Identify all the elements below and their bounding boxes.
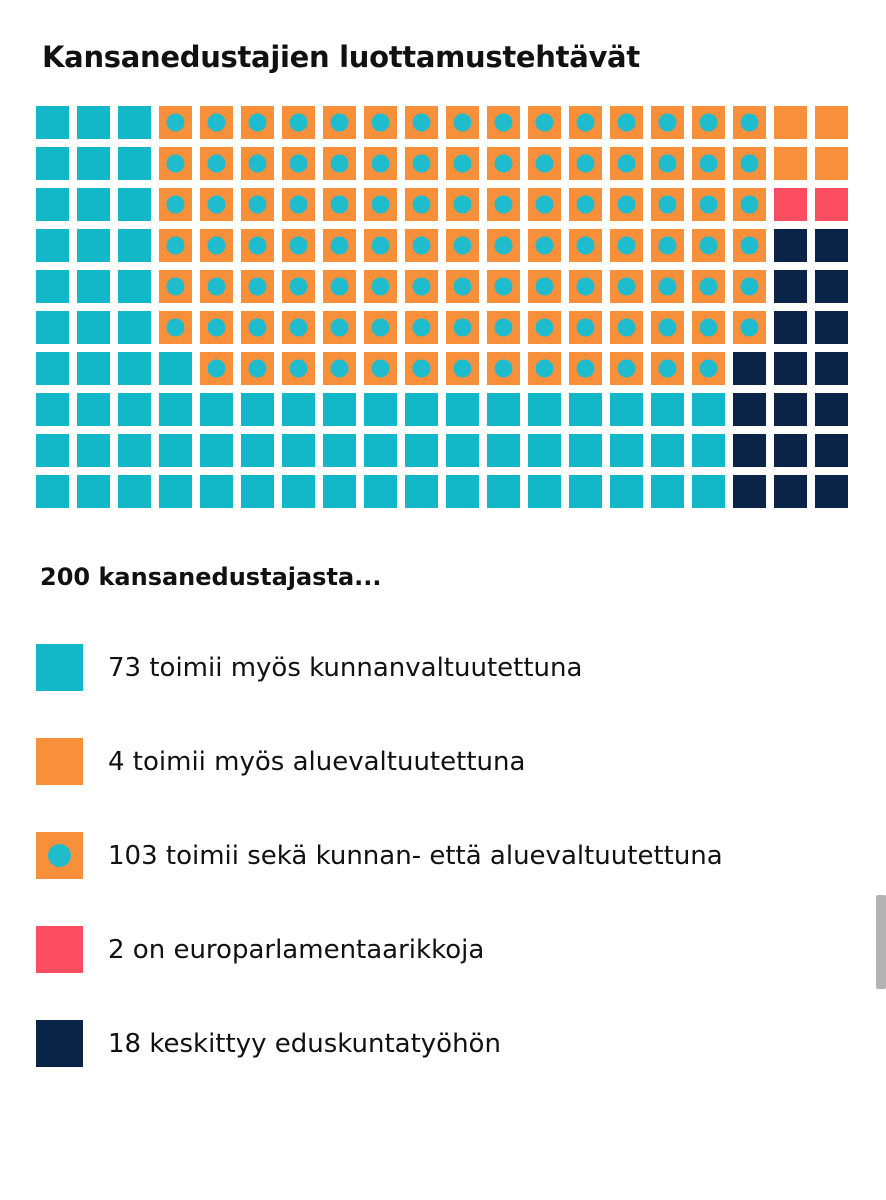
waffle-cell-dot <box>618 114 636 132</box>
scrollbar-thumb[interactable] <box>876 895 886 989</box>
waffle-cell-dot <box>331 196 349 214</box>
legend-swatch-alue <box>36 738 83 785</box>
waffle-cell-dot <box>208 114 226 132</box>
waffle-cell-dot <box>700 278 718 296</box>
waffle-cell-dot <box>536 360 554 378</box>
waffle-cell-dot <box>577 278 595 296</box>
legend-item-eduskunta <box>36 1020 723 1067</box>
waffle-cell-dot <box>495 278 513 296</box>
waffle-cell-dot <box>577 237 595 255</box>
waffle-cell-kunta <box>405 393 438 426</box>
waffle-cell-dot <box>208 319 226 337</box>
waffle-cell-kunta <box>200 393 233 426</box>
waffle-cell-dot <box>618 237 636 255</box>
waffle-cell-dot <box>167 319 185 337</box>
waffle-cell-kunta <box>569 475 602 508</box>
waffle-cell-dot <box>618 319 636 337</box>
waffle-cell-dot <box>331 319 349 337</box>
waffle-cell-eduskunta <box>774 434 807 467</box>
waffle-cell-kunta <box>36 393 69 426</box>
legend-dot-molemmat <box>48 844 71 867</box>
waffle-cell-dot <box>372 237 390 255</box>
waffle-cell-dot <box>290 278 308 296</box>
waffle-cell-kunta <box>446 434 479 467</box>
waffle-cell-kunta <box>651 393 684 426</box>
waffle-cell-eduskunta <box>774 393 807 426</box>
waffle-cell-dot <box>331 360 349 378</box>
waffle-cell-dot <box>741 114 759 132</box>
waffle-cell-kunta <box>692 434 725 467</box>
waffle-cell-kunta <box>364 393 397 426</box>
chart-subtitle: 200 kansanedustajasta... <box>40 563 382 591</box>
waffle-cell-dot <box>413 196 431 214</box>
waffle-cell-dot <box>249 114 267 132</box>
waffle-cell-dot <box>454 237 472 255</box>
waffle-cell-dot <box>659 196 677 214</box>
waffle-cell-eduskunta <box>815 475 848 508</box>
waffle-cell-kunta <box>446 475 479 508</box>
waffle-chart <box>0 0 886 530</box>
waffle-cell-dot <box>372 319 390 337</box>
waffle-cell-kunta <box>282 475 315 508</box>
waffle-cell-dot <box>290 237 308 255</box>
waffle-cell-dot <box>413 360 431 378</box>
waffle-cell-dot <box>536 155 554 173</box>
waffle-cell-dot <box>659 237 677 255</box>
waffle-cell-eduskunta <box>733 475 766 508</box>
waffle-cell-eduskunta <box>733 393 766 426</box>
waffle-cell-kunta <box>77 311 110 344</box>
waffle-cell-kunta <box>528 475 561 508</box>
waffle-cell-kunta <box>118 475 151 508</box>
waffle-cell-dot <box>372 114 390 132</box>
waffle-cell-kunta <box>364 475 397 508</box>
waffle-cell-kunta <box>282 434 315 467</box>
waffle-cell-dot <box>249 319 267 337</box>
waffle-cell-dot <box>167 237 185 255</box>
waffle-cell-kunta <box>77 188 110 221</box>
waffle-cell-kunta <box>692 393 725 426</box>
waffle-cell-kunta <box>487 434 520 467</box>
waffle-cell-dot <box>495 155 513 173</box>
waffle-cell-dot <box>454 360 472 378</box>
waffle-cell-dot <box>700 237 718 255</box>
waffle-cell-kunta <box>159 352 192 385</box>
waffle-cell-dot <box>249 278 267 296</box>
waffle-cell-dot <box>372 196 390 214</box>
waffle-cell-kunta <box>651 475 684 508</box>
waffle-cell-kunta <box>77 393 110 426</box>
waffle-cell-dot <box>618 196 636 214</box>
waffle-cell-kunta <box>118 106 151 139</box>
legend-item-kunta <box>36 644 723 691</box>
waffle-cell-dot <box>741 237 759 255</box>
waffle-cell-dot <box>659 360 677 378</box>
waffle-cell-ep <box>774 188 807 221</box>
waffle-cell-dot <box>741 278 759 296</box>
waffle-cell-kunta <box>36 229 69 262</box>
waffle-cell-dot <box>618 155 636 173</box>
waffle-cell-kunta <box>36 352 69 385</box>
waffle-cell-kunta <box>118 188 151 221</box>
waffle-cell-kunta <box>118 311 151 344</box>
waffle-cell-dot <box>495 237 513 255</box>
waffle-cell-eduskunta <box>815 270 848 303</box>
waffle-cell-dot <box>331 114 349 132</box>
waffle-cell-kunta <box>36 106 69 139</box>
waffle-cell-dot <box>454 155 472 173</box>
waffle-cell-dot <box>290 114 308 132</box>
waffle-cell-dot <box>577 319 595 337</box>
waffle-cell-kunta <box>446 393 479 426</box>
legend-item-alue <box>36 738 723 785</box>
waffle-cell-dot <box>536 319 554 337</box>
waffle-cell-kunta <box>282 393 315 426</box>
waffle-cell-eduskunta <box>815 393 848 426</box>
waffle-cell-kunta <box>36 188 69 221</box>
waffle-cell-dot <box>659 114 677 132</box>
waffle-cell-kunta <box>36 475 69 508</box>
waffle-cell-eduskunta <box>774 475 807 508</box>
waffle-cell-dot <box>659 278 677 296</box>
waffle-cell-dot <box>167 196 185 214</box>
legend-swatch-ep <box>36 926 83 973</box>
waffle-cell-kunta <box>610 393 643 426</box>
legend-swatch-kunta <box>36 644 83 691</box>
waffle-cell-dot <box>290 155 308 173</box>
waffle-cell-dot <box>372 155 390 173</box>
waffle-cell-kunta <box>528 434 561 467</box>
waffle-cell-dot <box>495 114 513 132</box>
waffle-cell-eduskunta <box>815 311 848 344</box>
waffle-cell-kunta <box>200 475 233 508</box>
waffle-cell-kunta <box>241 434 274 467</box>
legend-item-ep <box>36 926 723 973</box>
waffle-cell-kunta <box>118 229 151 262</box>
waffle-cell-kunta <box>200 434 233 467</box>
waffle-cell-dot <box>495 196 513 214</box>
waffle-cell-kunta <box>569 434 602 467</box>
waffle-cell-dot <box>454 196 472 214</box>
waffle-cell-kunta <box>692 475 725 508</box>
legend-label-alue: 4 toimii myös aluevaltuutettuna <box>108 746 526 777</box>
waffle-cell-kunta <box>36 311 69 344</box>
waffle-cell-kunta <box>405 475 438 508</box>
waffle-cell-kunta <box>323 434 356 467</box>
waffle-cell-kunta <box>569 393 602 426</box>
waffle-cell-eduskunta <box>815 352 848 385</box>
waffle-cell-eduskunta <box>774 270 807 303</box>
waffle-cell-kunta <box>651 434 684 467</box>
waffle-cell-dot <box>700 114 718 132</box>
waffle-cell-dot <box>167 278 185 296</box>
waffle-cell-dot <box>495 360 513 378</box>
legend-item-molemmat <box>36 832 723 879</box>
waffle-cell-dot <box>454 319 472 337</box>
waffle-cell-dot <box>577 114 595 132</box>
waffle-cell-alue <box>774 147 807 180</box>
waffle-cell-dot <box>659 319 677 337</box>
waffle-cell-kunta <box>36 147 69 180</box>
waffle-cell-dot <box>536 237 554 255</box>
waffle-cell-dot <box>413 319 431 337</box>
waffle-cell-dot <box>495 319 513 337</box>
waffle-cell-kunta <box>159 434 192 467</box>
waffle-cell-dot <box>372 360 390 378</box>
waffle-cell-kunta <box>241 393 274 426</box>
waffle-cell-dot <box>413 237 431 255</box>
waffle-cell-kunta <box>323 475 356 508</box>
waffle-cell-dot <box>577 360 595 378</box>
waffle-cell-kunta <box>323 393 356 426</box>
waffle-cell-dot <box>700 360 718 378</box>
waffle-cell-kunta <box>118 434 151 467</box>
waffle-cell-ep <box>815 188 848 221</box>
waffle-cell-eduskunta <box>733 434 766 467</box>
waffle-cell-kunta <box>487 393 520 426</box>
waffle-cell-dot <box>741 196 759 214</box>
waffle-cell-dot <box>167 155 185 173</box>
waffle-cell-kunta <box>77 147 110 180</box>
waffle-cell-kunta <box>77 106 110 139</box>
waffle-cell-kunta <box>610 475 643 508</box>
waffle-cell-alue <box>815 106 848 139</box>
waffle-cell-kunta <box>77 434 110 467</box>
waffle-cell-dot <box>372 278 390 296</box>
waffle-cell-dot <box>208 196 226 214</box>
waffle-cell-kunta <box>487 475 520 508</box>
waffle-cell-kunta <box>364 434 397 467</box>
waffle-cell-dot <box>331 155 349 173</box>
waffle-cell-dot <box>167 114 185 132</box>
legend-label-eduskunta: 18 keskittyy eduskuntatyöhön <box>108 1028 501 1059</box>
waffle-cell-dot <box>208 155 226 173</box>
waffle-cell-dot <box>331 278 349 296</box>
waffle-cell-kunta <box>405 434 438 467</box>
waffle-cell-dot <box>741 319 759 337</box>
waffle-cell-dot <box>290 196 308 214</box>
waffle-cell-dot <box>413 114 431 132</box>
waffle-cell-dot <box>618 278 636 296</box>
waffle-cell-eduskunta <box>774 311 807 344</box>
legend-label-ep: 2 on europarlamentaarikkoja <box>108 934 485 965</box>
waffle-cell-dot <box>536 196 554 214</box>
waffle-cell-kunta <box>36 270 69 303</box>
waffle-cell-kunta <box>241 475 274 508</box>
waffle-cell-dot <box>577 196 595 214</box>
waffle-cell-kunta <box>77 270 110 303</box>
waffle-cell-dot <box>249 155 267 173</box>
legend-swatch-molemmat <box>36 832 83 879</box>
waffle-cell-eduskunta <box>815 434 848 467</box>
waffle-cell-kunta <box>36 434 69 467</box>
waffle-cell-dot <box>454 114 472 132</box>
waffle-cell-alue <box>815 147 848 180</box>
legend-swatch-eduskunta <box>36 1020 83 1067</box>
waffle-cell-eduskunta <box>774 229 807 262</box>
waffle-cell-kunta <box>118 352 151 385</box>
waffle-cell-kunta <box>528 393 561 426</box>
waffle-cell-dot <box>536 278 554 296</box>
waffle-cell-dot <box>290 360 308 378</box>
legend-label-kunta: 73 toimii myös kunnanvaltuutettuna <box>108 652 583 683</box>
waffle-cell-kunta <box>159 393 192 426</box>
waffle-cell-dot <box>413 155 431 173</box>
waffle-cell-kunta <box>159 475 192 508</box>
waffle-cell-dot <box>249 196 267 214</box>
waffle-cell-kunta <box>118 393 151 426</box>
waffle-cell-dot <box>618 360 636 378</box>
waffle-cell-dot <box>208 237 226 255</box>
waffle-cell-dot <box>700 155 718 173</box>
waffle-cell-dot <box>208 278 226 296</box>
waffle-cell-dot <box>208 360 226 378</box>
legend-label-molemmat: 103 toimii sekä kunnan- että aluevaltuutettuna <box>108 840 723 871</box>
waffle-cell-dot <box>290 319 308 337</box>
waffle-cell-dot <box>249 237 267 255</box>
waffle-cell-kunta <box>77 229 110 262</box>
waffle-cell-dot <box>331 237 349 255</box>
waffle-cell-kunta <box>77 475 110 508</box>
waffle-cell-eduskunta <box>733 352 766 385</box>
waffle-cell-dot <box>741 155 759 173</box>
waffle-cell-dot <box>413 278 431 296</box>
waffle-cell-alue <box>774 106 807 139</box>
waffle-cell-dot <box>249 360 267 378</box>
waffle-cell-dot <box>700 319 718 337</box>
waffle-cell-kunta <box>118 270 151 303</box>
waffle-cell-dot <box>454 278 472 296</box>
waffle-cell-eduskunta <box>774 352 807 385</box>
chart-title: Kansanedustajien luottamustehtävät <box>42 40 640 74</box>
waffle-cell-dot <box>536 114 554 132</box>
waffle-cell-dot <box>700 196 718 214</box>
legend <box>36 644 723 1114</box>
waffle-cell-kunta <box>77 352 110 385</box>
waffle-cell-dot <box>659 155 677 173</box>
waffle-cell-dot <box>577 155 595 173</box>
waffle-cell-kunta <box>610 434 643 467</box>
waffle-cell-kunta <box>118 147 151 180</box>
waffle-cell-eduskunta <box>815 229 848 262</box>
